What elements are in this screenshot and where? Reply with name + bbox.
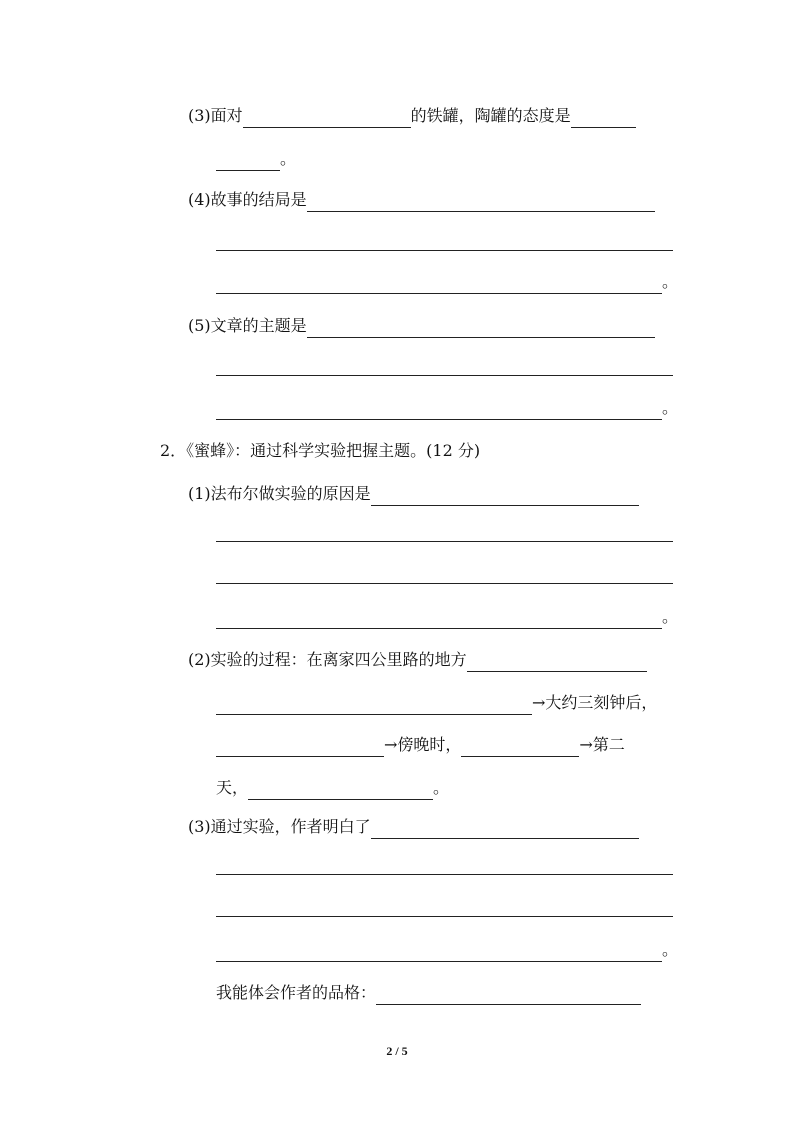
q2-p3-line4 — [216, 938, 678, 962]
q2-p3-blank3[interactable] — [216, 916, 673, 917]
q1-p3-end: 。 — [280, 149, 297, 168]
q2-p3-blank4[interactable] — [216, 941, 662, 962]
q2-p1-end: 。 — [662, 607, 679, 626]
q2-p2-blank3[interactable] — [216, 736, 384, 757]
q2-p2-arrow2: →傍晚时， — [384, 735, 462, 754]
q2-p1-blank1[interactable] — [371, 485, 639, 506]
q2-p1-blank4[interactable] — [216, 608, 662, 629]
q2-p3-quality-blank[interactable] — [376, 984, 641, 1005]
q1-p4-label: (4)故事的结局是 — [188, 190, 307, 209]
q1-p5-blank1[interactable] — [307, 317, 655, 338]
q2-p1-label: (1)法布尔做实验的原因是 — [188, 484, 371, 503]
q1-p3-line1 — [188, 104, 636, 128]
q2-p1-line1 — [188, 482, 639, 506]
q2-p2-arrow3: →第二 — [579, 735, 625, 754]
q2-p1-blank3[interactable] — [216, 583, 673, 584]
q1-p3-blank1[interactable] — [243, 107, 411, 128]
q1-p4-line1 — [188, 188, 655, 212]
q1-p5-line3 — [216, 396, 678, 420]
q1-p5-end: 。 — [662, 398, 679, 417]
q2-p3-end: 。 — [662, 940, 679, 959]
q2-p2-label: (2)实验的过程：在离家四公里路的地方 — [188, 650, 467, 669]
q2-p3-blank1[interactable] — [371, 818, 639, 839]
q1-p3-blank3[interactable] — [216, 150, 280, 171]
q1-p5-blank3[interactable] — [216, 399, 662, 420]
q1-p4-line3 — [216, 270, 678, 294]
q1-p4-blank3[interactable] — [216, 273, 662, 294]
q2-p1-blank2[interactable] — [216, 541, 673, 542]
q2-p2-end: 。 — [433, 778, 450, 797]
q2-p3-blank2[interactable] — [216, 874, 673, 875]
q2-p3-line1 — [188, 815, 639, 839]
q2-p3-label: (3)通过实验，作者明白了 — [188, 817, 371, 836]
q2-title: 2．《蜜蜂》：通过科学实验把握主题。(12 分) — [160, 441, 481, 460]
q1-p3-mid: 的铁罐，陶罐的态度是 — [410, 106, 571, 125]
q2-p2-line2 — [216, 691, 657, 715]
page-number: 2 / 5 — [386, 1044, 408, 1058]
q2-p2-arrow1: →大约三刻钟后， — [532, 693, 658, 712]
q2-p2-blank4[interactable] — [461, 736, 579, 757]
q2-p2-blank2[interactable] — [216, 694, 532, 715]
q2-p2-blank1[interactable] — [467, 651, 647, 672]
q1-p3-line2 — [216, 147, 296, 171]
q2-p2-blank5[interactable] — [248, 779, 433, 800]
q1-p5-label: (5)文章的主题是 — [188, 316, 307, 335]
q1-p5-blank2[interactable] — [216, 375, 673, 376]
q2-p2-line4 — [216, 776, 449, 800]
q1-p5-line1 — [188, 314, 655, 338]
q2-p2-line1 — [188, 648, 647, 672]
q1-p3-label: (3)面对 — [188, 106, 243, 125]
q1-p4-blank1[interactable] — [307, 191, 655, 212]
q2-p2-day: 天， — [216, 778, 249, 797]
q2-p1-line4 — [216, 605, 678, 629]
q1-p4-end: 。 — [662, 272, 679, 291]
q1-p3-blank2[interactable] — [571, 107, 636, 128]
q2-p3-quality-line — [216, 981, 641, 1005]
q2-p2-line3 — [216, 733, 625, 757]
q2-p3-quality-label: 我能体会作者的品格： — [216, 983, 377, 1002]
q1-p4-blank2[interactable] — [216, 250, 673, 251]
